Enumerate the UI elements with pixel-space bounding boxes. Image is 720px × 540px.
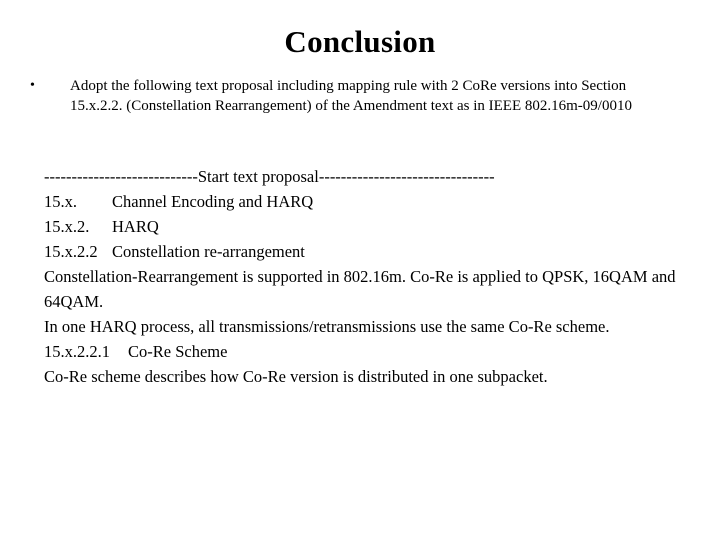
text-proposal bbox=[44, 164, 684, 389]
bullet-text: Adopt the following text proposal including mapping rule with 2 CoRe versions into Section 15.x.2.2. (Constellation Rearrangement) of the Amendment text as in IEEE 802.16m-09/0010 bbox=[70, 78, 632, 114]
paragraph-harq-process: In one HARQ process, all transmissions/retransmissions use the same Co-Re scheme. bbox=[44, 317, 610, 336]
section-heading-2 bbox=[44, 214, 684, 239]
section-heading-3 bbox=[44, 239, 684, 264]
section-title: Constellation re-arrangement bbox=[112, 242, 305, 261]
section-heading-4 bbox=[44, 339, 684, 364]
paragraph-core-scheme: Co-Re scheme describes how Co-Re version is distributed in one subpacket. bbox=[44, 367, 548, 386]
section-number: 15.x. bbox=[44, 192, 77, 211]
bullet-icon: • bbox=[30, 78, 35, 93]
section-number: 15.x.2.2 bbox=[44, 242, 98, 261]
start-marker: ----------------------------Start text proposal-------------------------------- bbox=[44, 167, 495, 186]
section-heading-1 bbox=[44, 189, 684, 214]
section-number: 15.x.2. bbox=[44, 217, 90, 236]
section-title: Channel Encoding and HARQ bbox=[112, 192, 314, 211]
section-number: 15.x.2.2.1 bbox=[44, 342, 110, 361]
section-title: Co-Re Scheme bbox=[128, 342, 228, 361]
paragraph-corearrangement: Constellation-Rearrangement is supported in 802.16m. Co-Re is applied to QPSK, 16QAM and 64QAM. bbox=[44, 267, 676, 311]
section-title: HARQ bbox=[112, 217, 159, 236]
slide-title: Conclusion bbox=[284, 24, 436, 59]
